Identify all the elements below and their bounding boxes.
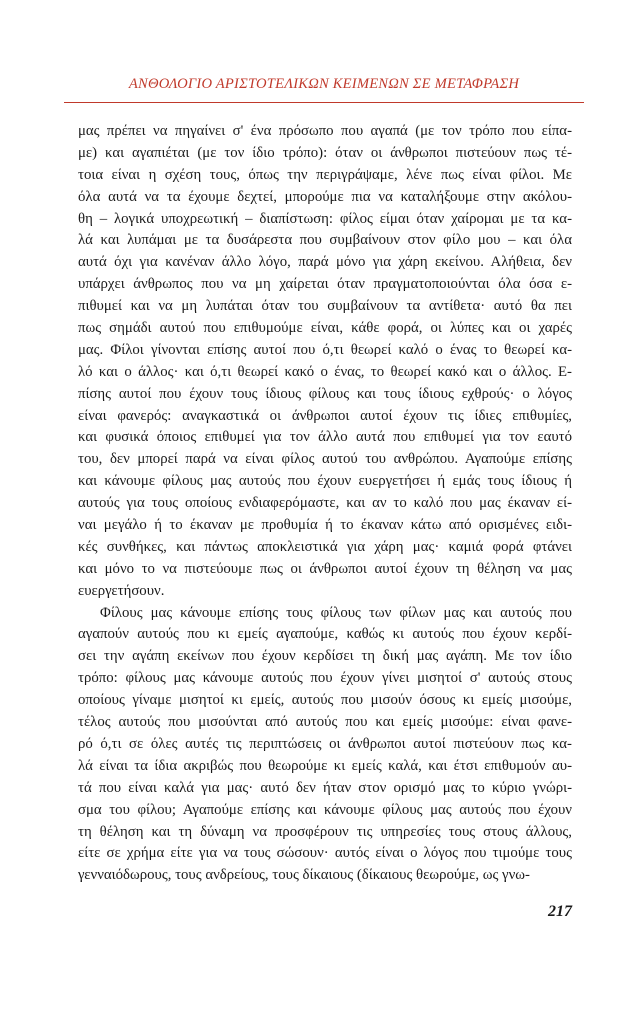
- text-line: λά είναι τα ίδια ακριβώς που θεωρούμε κι εμείς καλά, και έτσι επιθυμούν αυ-: [78, 757, 572, 774]
- text-line: και κάνουμε φίλους μας αυτούς που έχουν ευεργετήσει ή εμάς τους ίδιους ή: [78, 473, 572, 490]
- text-line: μας πρέπει να πηγαίνει σ' ένα πρόσωπο που αγαπά (με τον τρόπο που είπα-: [78, 123, 572, 139]
- text-line: πως σημάδι αυτού που επιθυμούμε είναι, κάθε φορά, οι λύπες και οι χαρές: [78, 320, 572, 337]
- running-head-title: ΑΝΘΟΛΟΓΙΟ ΑΡΙΣΤΟΤΕΛΙΚΩΝ ΚΕΙΜΕΝΩΝ ΣΕ ΜΕΤΑΦΡΑΣΗ: [128, 76, 520, 92]
- header-rule-divider: [64, 102, 584, 103]
- text-line: και μόνο το να πιστεύουμε πως οι άνθρωποι αυτοί έχουν τη θέληση να μας: [78, 560, 572, 577]
- text-line: τά που είναι καλά για μας· αυτό δεν ήταν στον ορισμό μας το κύριο γνώρι-: [78, 779, 572, 796]
- text-line: τοια είναι η σχέση τους, όπως την περιγράψαμε, λένε πως είναι φίλοι. Με: [78, 166, 572, 183]
- text-line: λά και λυπάμαι με τα δυσάρεστα που συμβαίνουν στον φίλο μου – και όλα: [78, 232, 572, 249]
- text-line: τέλος αυτούς που μισούνται από αυτούς που και εμείς μισούμε: είναι φανε-: [78, 714, 572, 731]
- text-line: θη – λογικά υποχρεωτική – διαπίστωση: φίλος είμαι όταν χαίρομαι με τα κα-: [78, 210, 572, 227]
- paragraph-2: [78, 603, 572, 888]
- text-line: ευεργετήσουν.: [78, 582, 165, 599]
- paragraph-1: [78, 121, 572, 603]
- text-line: όλα αυτά να τα έχουμε δεχτεί, μπορούμε πια να καταλήξουμε στην ακόλου-: [78, 188, 572, 205]
- text-line: τρόπο: φίλους μας κάνουμε αυτούς που έχουν γίνει μισητοί σ' αυτούς στους: [78, 670, 572, 687]
- text-line: οποίους γίναμε μισητοί κι εμείς, αυτούς που μισούν όσους κι εμείς μισούμε,: [78, 692, 572, 709]
- text-line: γενναιόδωρους, τους ανδρείους, τους δίκαιους (δίκαιους θεωρούμε, ως γνω-: [78, 867, 530, 884]
- text-line: αγαπούν αυτούς που κι εμείς αγαπούμε, καθώς κι αυτούς που έχουν κερδί-: [78, 626, 572, 643]
- text-line: με) και αγαπιέται (με τον ίδιο τρόπο): όταν οι άνθρωποι πιστεύουν πως τέ-: [78, 144, 572, 161]
- text-line: λό και ο άλλος· και ό,τι θεωρεί κακό ο ένας, το θεωρεί κακό και ο άλλος. Ε-: [78, 363, 572, 380]
- text-line: ναι μεγάλο ή το έκαναν με προθυμία ή το έκαναν κάτω από ορισμένες ειδι-: [78, 517, 572, 534]
- text-line: αυτά όχι για κανέναν άλλο λόγο, παρά μόνο για χάρη εκείνου. Αλήθεια, δεν: [78, 254, 572, 271]
- text-line: σμα του φίλου; Αγαπούμε επίσης και κάνουμε φίλους μας αυτούς που έχουν: [78, 801, 572, 818]
- text-line: υπάρχει άνθρωπος που να μη χαίρεται όταν πραγματοποιούνται όλα όσα ε-: [78, 276, 572, 293]
- text-line: είτε σε χρήμα είτε για να τους σώσουν· αυτός είναι ο λόγος που τιμούμε τους: [78, 845, 572, 862]
- text-line: μας. Φίλοι γίνονται επίσης αυτοί που ό,τι θεωρεί καλό ο ένας το θεωρεί κα-: [78, 341, 572, 358]
- text-line: Φίλους μας κάνουμε επίσης τους φίλους των φίλων μας και αυτούς που: [100, 604, 572, 621]
- text-line: κές συνθήκες, και πάντως αποκλειστικά για χάρη μας· καμιά φορά φτάνει: [78, 538, 572, 555]
- page-number: 217: [548, 903, 572, 920]
- text-line: του, δεν μπορεί παρά να είναι φίλος αυτού του ανθρώπου. Αγαπούμε επίσης: [78, 451, 572, 468]
- text-line: ρό ό,τι σε όλες αυτές τις περιπτώσεις οι άνθρωποι αυτοί πιστεύουν πως κα-: [78, 735, 572, 752]
- text-line: και φυσικά όποιος επιθυμεί για τον άλλο αυτά που επιθυμεί για τον εαυτό: [78, 429, 572, 446]
- text-line: τη θέληση και τη δύναμη να προσφέρουν τις υπηρεσίες τους στους άλλους,: [78, 823, 572, 840]
- text-line: σει την αγάπη εκείνων που έχουν κερδίσει τη δική μας αγάπη. Με τον ίδιο: [78, 648, 572, 665]
- text-line: είναι φανερός: αναγκαστικά οι άνθρωποι αυτοί έχουν τις ίδιες επιθυμίες,: [78, 407, 572, 424]
- text-line: πιθυμεί και να μη λυπάται όταν του συμβαίνουν τα αντίθετα· αυτό θα πει: [78, 298, 572, 315]
- body-text: [78, 121, 572, 887]
- text-line: αυτούς για τους οποίους ενδιαφερόμαστε, και αν το καλό που μας έκαναν εί-: [78, 495, 572, 512]
- text-line: πίσης αυτοί που έχουν τους ίδιους φίλους και τους ίδιους εχθρούς· ο λόγος: [78, 385, 572, 402]
